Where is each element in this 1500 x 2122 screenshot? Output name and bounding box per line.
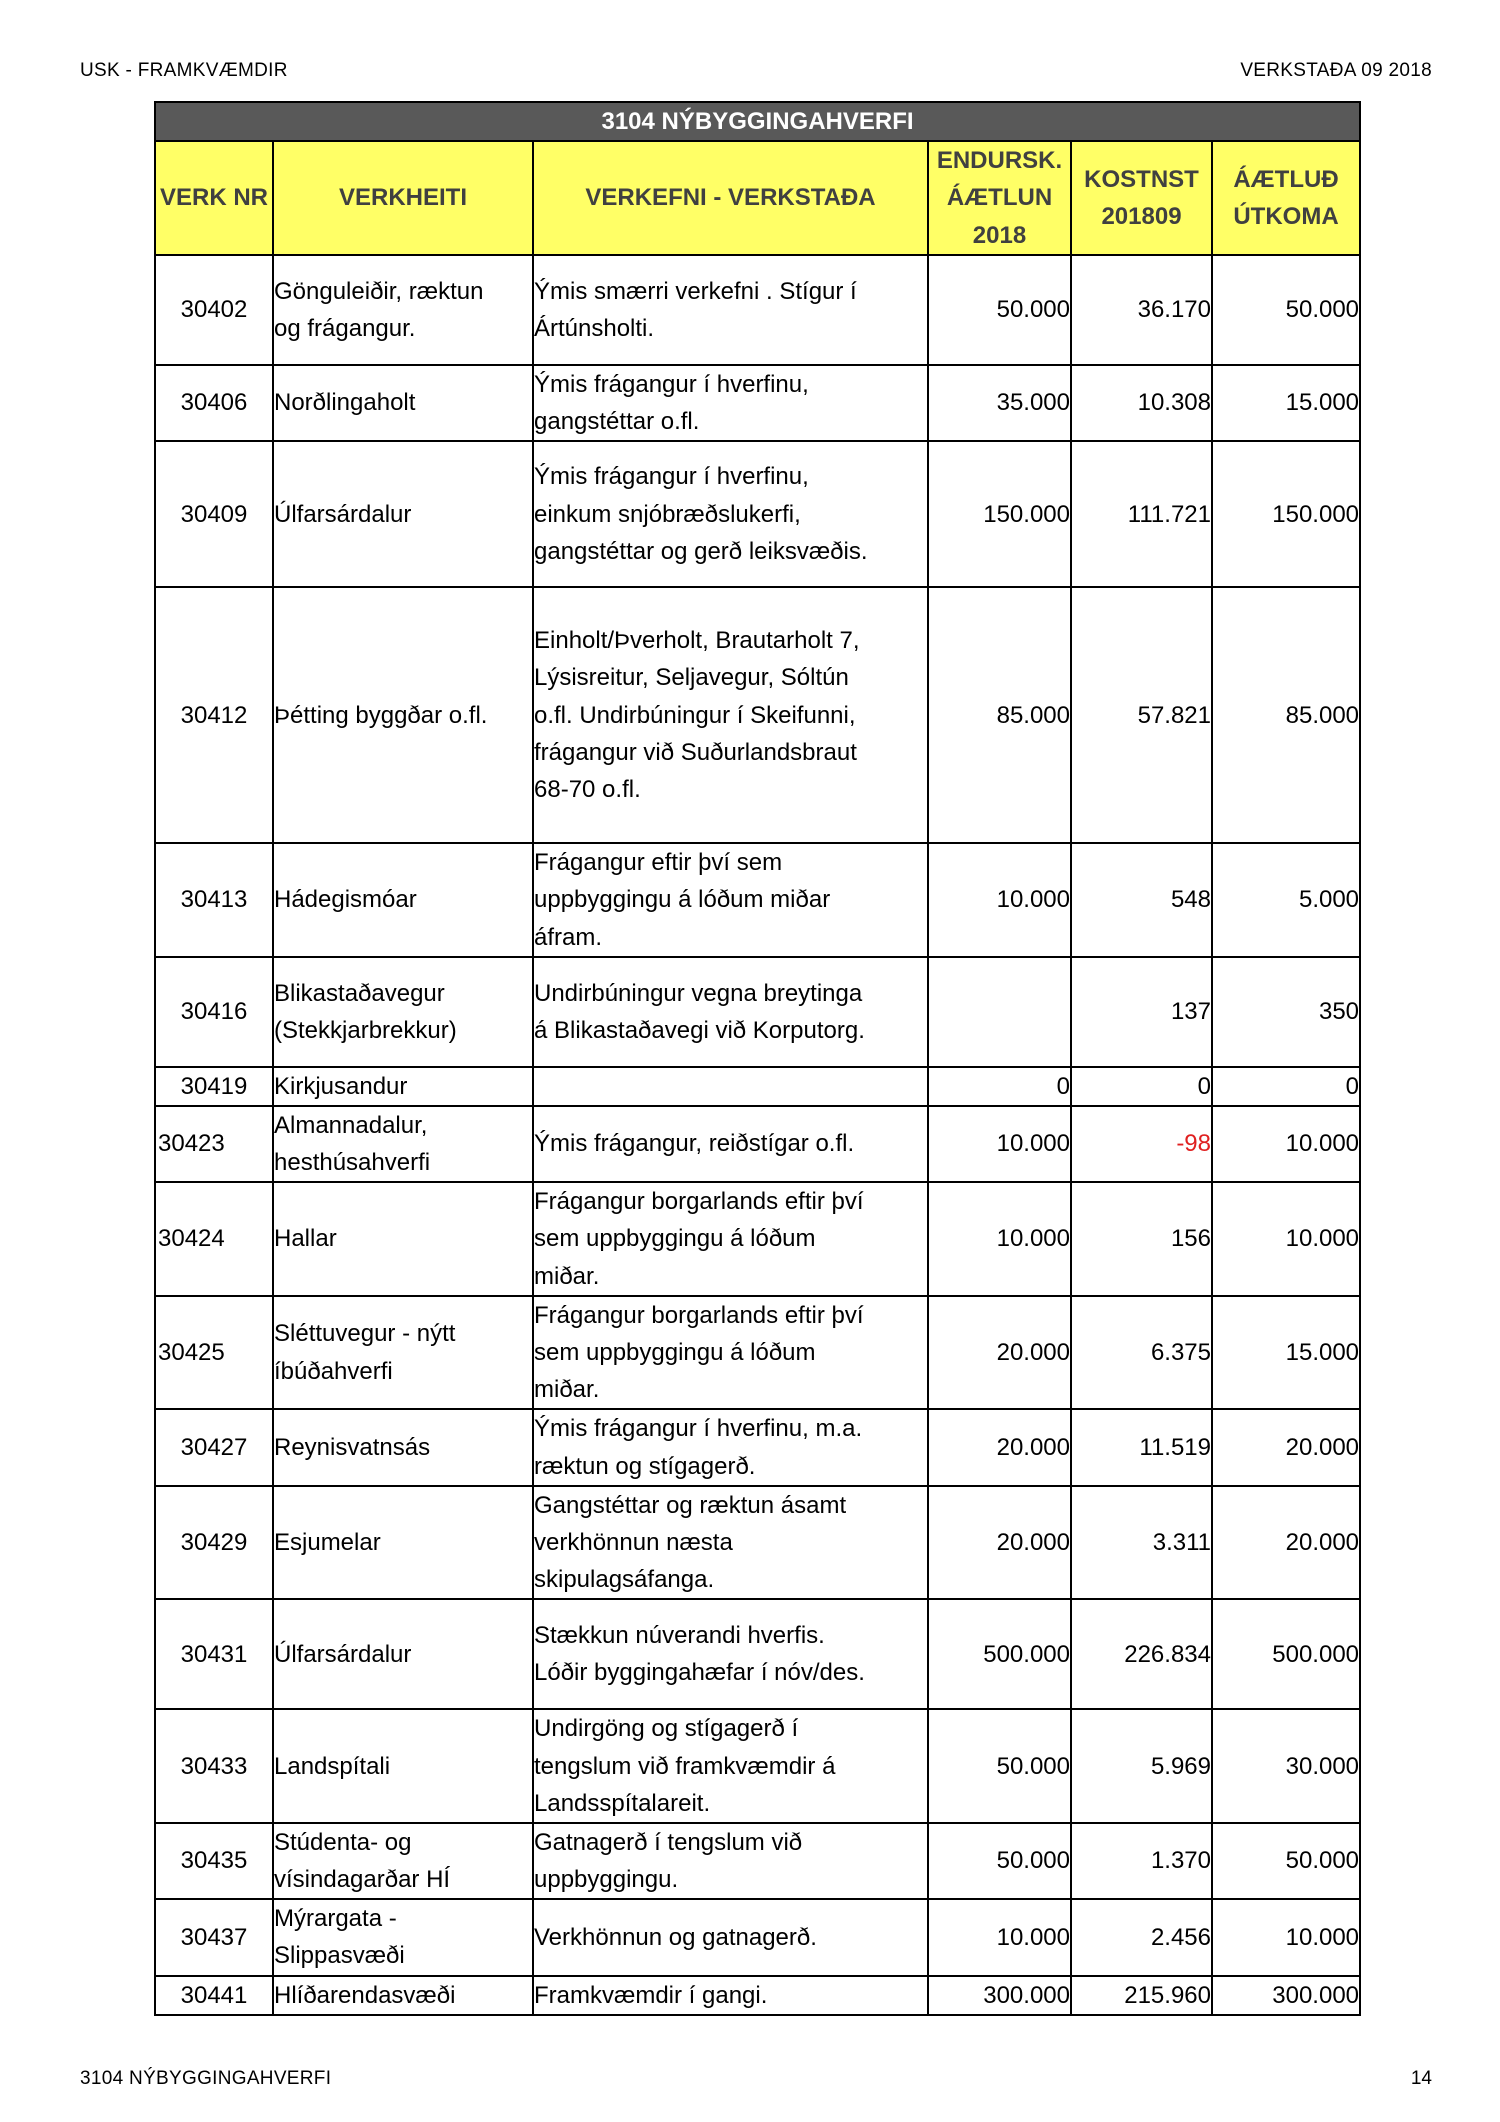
plan-cell: 0 (928, 1067, 1071, 1106)
outcome-cell: 20.000 (1212, 1486, 1360, 1600)
table-row (155, 587, 1360, 843)
cost-cell: 137 (1071, 957, 1212, 1067)
verk-nr-cell: 30433 (155, 1709, 273, 1823)
outcome-cell: 50.000 (1212, 255, 1360, 365)
plan-cell: 10.000 (928, 1182, 1071, 1296)
verkheiti-cell: Reynisvatnsás (273, 1409, 533, 1485)
verkheiti-cell: Mýrargata - Slippasvæði (273, 1899, 533, 1975)
verkheiti-cell: Norðlingaholt (273, 365, 533, 441)
plan-cell: 50.000 (928, 1709, 1071, 1823)
plan-cell: 20.000 (928, 1409, 1071, 1485)
table-row (155, 365, 1360, 441)
cost-cell: 6.375 (1071, 1296, 1212, 1410)
verk-nr-cell: 30413 (155, 843, 273, 957)
verkefni-cell: Undirbúningur vegna breytinga á Blikastaðavegi við Korputorg. (533, 957, 928, 1067)
outcome-cell: 85.000 (1212, 587, 1360, 843)
verk-nr-cell: 30425 (155, 1296, 273, 1410)
cost-cell: 0 (1071, 1067, 1212, 1106)
verkheiti-cell: Sléttuvegur - nýtt íbúðahverfi (273, 1296, 533, 1410)
verkheiti-cell: Þétting byggðar o.fl. (273, 587, 533, 843)
verkefni-cell (533, 1067, 928, 1106)
verkheiti-cell: Stúdenta- og vísindagarðar HÍ (273, 1823, 533, 1899)
verkefni-cell: Frágangur borgarlands eftir því sem uppbyggingu á lóðum miðar. (533, 1296, 928, 1410)
table-row (155, 1106, 1360, 1182)
plan-cell: 50.000 (928, 255, 1071, 365)
cost-cell: 57.821 (1071, 587, 1212, 843)
project-table (154, 101, 1361, 2016)
verk-nr-cell: 30424 (155, 1182, 273, 1296)
table-row (155, 1899, 1360, 1975)
table-row (155, 1976, 1360, 2015)
column-header-row (155, 141, 1360, 255)
verkefni-cell: Ýmis frágangur í hverfinu, gangstéttar o.fl. (533, 365, 928, 441)
table-row (155, 1486, 1360, 1600)
verkefni-cell: Einholt/Þverholt, Brautarholt 7, Lýsisreitur, Seljavegur, Sóltún o.fl. Undirbúningur í Skeifunni, frágangur við Suðurlandsbraut 68-70 o.fl. (533, 587, 928, 843)
verkefni-cell: Ýmis frágangur í hverfinu, m.a. ræktun og stígagerð. (533, 1409, 928, 1485)
verkefni-cell: Gatnagerð í tengslum við uppbyggingu. (533, 1823, 928, 1899)
verkheiti-cell: Úlfarsárdalur (273, 441, 533, 587)
outcome-cell: 10.000 (1212, 1899, 1360, 1975)
verk-nr-cell: 30435 (155, 1823, 273, 1899)
verkefni-cell: Verkhönnun og gatnagerð. (533, 1899, 928, 1975)
outcome-cell: 350 (1212, 957, 1360, 1067)
cost-cell: 111.721 (1071, 441, 1212, 587)
page-header-left: USK - FRAMKVÆMDIR (80, 60, 288, 81)
verk-nr-cell: 30409 (155, 441, 273, 587)
plan-cell: 20.000 (928, 1486, 1071, 1600)
outcome-cell: 15.000 (1212, 1296, 1360, 1410)
plan-cell: 10.000 (928, 843, 1071, 957)
col-header-outcome: ÁÆTLUÐ ÚTKOMA (1212, 141, 1360, 255)
verkheiti-cell: Almannadalur, hesthúsahverfi (273, 1106, 533, 1182)
table-row (155, 843, 1360, 957)
page-header-right: VERKSTAÐA 09 2018 (1240, 60, 1432, 81)
col-header-plan: ENDURSK. ÁÆTLUN 2018 (928, 141, 1071, 255)
verkefni-cell: Framkvæmdir í gangi. (533, 1976, 928, 2015)
col-header-nr: VERK NR (155, 141, 273, 255)
verk-nr-cell: 30429 (155, 1486, 273, 1600)
outcome-cell: 30.000 (1212, 1709, 1360, 1823)
verkefni-cell: Gangstéttar og ræktun ásamt verkhönnun næsta skipulagsáfanga. (533, 1486, 928, 1600)
plan-cell: 10.000 (928, 1106, 1071, 1182)
verk-nr-cell: 30441 (155, 1976, 273, 2015)
verkheiti-cell: Hallar (273, 1182, 533, 1296)
verkefni-cell: Undirgöng og stígagerð í tengslum við framkvæmdir á Landsspítalareit. (533, 1709, 928, 1823)
section-title: 3104 NÝBYGGINGAHVERFI (155, 102, 1360, 141)
outcome-cell: 150.000 (1212, 441, 1360, 587)
col-header-cost: KOSTNST 201809 (1071, 141, 1212, 255)
verkefni-cell: Stækkun núverandi hverfis. Lóðir byggingahæfar í nóv/des. (533, 1599, 928, 1709)
outcome-cell: 15.000 (1212, 365, 1360, 441)
verk-nr-cell: 30423 (155, 1106, 273, 1182)
verkefni-cell: Ýmis smærri verkefni . Stígur í Ártúnsholti. (533, 255, 928, 365)
plan-cell: 500.000 (928, 1599, 1071, 1709)
plan-cell: 85.000 (928, 587, 1071, 843)
table-row (155, 441, 1360, 587)
verkheiti-cell: Blikastaðavegur (Stekkjarbrekkur) (273, 957, 533, 1067)
cost-cell: 5.969 (1071, 1709, 1212, 1823)
cost-cell: 3.311 (1071, 1486, 1212, 1600)
verkefni-cell: Ýmis frágangur í hverfinu, einkum snjóbræðslukerfi, gangstéttar og gerð leiksvæðis. (533, 441, 928, 587)
outcome-cell: 5.000 (1212, 843, 1360, 957)
table-row (155, 1296, 1360, 1410)
verk-nr-cell: 30431 (155, 1599, 273, 1709)
verkheiti-cell: Landspítali (273, 1709, 533, 1823)
verk-nr-cell: 30406 (155, 365, 273, 441)
verk-nr-cell: 30402 (155, 255, 273, 365)
table-row (155, 1409, 1360, 1485)
table-row (155, 1182, 1360, 1296)
table-row (155, 957, 1360, 1067)
verkheiti-cell: Hlíðarendasvæði (273, 1976, 533, 2015)
plan-cell: 35.000 (928, 365, 1071, 441)
plan-cell (928, 957, 1071, 1067)
verk-nr-cell: 30427 (155, 1409, 273, 1485)
verk-nr-cell: 30419 (155, 1067, 273, 1106)
verk-nr-cell: 30437 (155, 1899, 273, 1975)
outcome-cell: 300.000 (1212, 1976, 1360, 2015)
verkheiti-cell: Gönguleiðir, ræktun og frágangur. (273, 255, 533, 365)
col-header-task: VERKEFNI - VERKSTAÐA (533, 141, 928, 255)
plan-cell: 50.000 (928, 1823, 1071, 1899)
verkefni-cell: Ýmis frágangur, reiðstígar o.fl. (533, 1106, 928, 1182)
cost-cell: -98 (1071, 1106, 1212, 1182)
verkheiti-cell: Esjumelar (273, 1486, 533, 1600)
outcome-cell: 0 (1212, 1067, 1360, 1106)
table-row (155, 1599, 1360, 1709)
cost-cell: 156 (1071, 1182, 1212, 1296)
cost-cell: 2.456 (1071, 1899, 1212, 1975)
table-row (155, 255, 1360, 365)
cost-cell: 548 (1071, 843, 1212, 957)
plan-cell: 150.000 (928, 441, 1071, 587)
outcome-cell: 50.000 (1212, 1823, 1360, 1899)
outcome-cell: 10.000 (1212, 1106, 1360, 1182)
table-row (155, 1823, 1360, 1899)
outcome-cell: 500.000 (1212, 1599, 1360, 1709)
cost-cell: 226.834 (1071, 1599, 1212, 1709)
table-row (155, 1067, 1360, 1106)
verkefni-cell: Frágangur eftir því sem uppbyggingu á lóðum miðar áfram. (533, 843, 928, 957)
verkefni-cell: Frágangur borgarlands eftir því sem uppbyggingu á lóðum miðar. (533, 1182, 928, 1296)
outcome-cell: 20.000 (1212, 1409, 1360, 1485)
verk-nr-cell: 30416 (155, 957, 273, 1067)
outcome-cell: 10.000 (1212, 1182, 1360, 1296)
verk-nr-cell: 30412 (155, 587, 273, 843)
verkheiti-cell: Hádegismóar (273, 843, 533, 957)
plan-cell: 20.000 (928, 1296, 1071, 1410)
col-header-name: VERKHEITI (273, 141, 533, 255)
verkheiti-cell: Úlfarsárdalur (273, 1599, 533, 1709)
cost-cell: 11.519 (1071, 1409, 1212, 1485)
table-row (155, 1709, 1360, 1823)
plan-cell: 300.000 (928, 1976, 1071, 2015)
cost-cell: 36.170 (1071, 255, 1212, 365)
cost-cell: 1.370 (1071, 1823, 1212, 1899)
page-number: 14 (1410, 2068, 1432, 2089)
cost-cell: 215.960 (1071, 1976, 1212, 2015)
cost-cell: 10.308 (1071, 365, 1212, 441)
page-footer-left: 3104 NÝBYGGINGAHVERFI (80, 2068, 332, 2089)
plan-cell: 10.000 (928, 1899, 1071, 1975)
verkheiti-cell: Kirkjusandur (273, 1067, 533, 1106)
